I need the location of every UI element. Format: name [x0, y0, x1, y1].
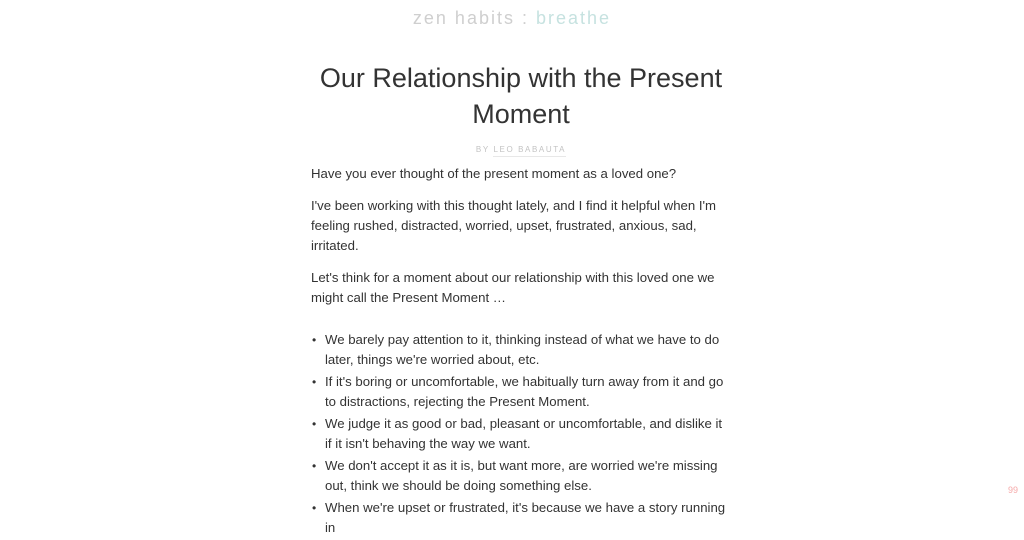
- author-link[interactable]: LEO BABAUTA: [493, 145, 566, 157]
- byline: [311, 145, 731, 154]
- list-item: [311, 414, 731, 454]
- list-item: [311, 498, 731, 538]
- article-title: Our Relationship with the Present Moment: [319, 63, 723, 129]
- site-header[interactable]: [0, 8, 1024, 29]
- site-name[interactable]: zen habits: [412, 8, 515, 28]
- list-item-text: We barely pay attention to it, thinking instead of what we have to do later, things we're worried about, etc.: [325, 332, 720, 367]
- article-body: [311, 164, 731, 538]
- site-tagline: breathe: [536, 8, 612, 28]
- paragraph: Have you ever thought of the present moment as a loved one?: [311, 166, 677, 181]
- list-item: [311, 456, 731, 496]
- bullet-icon: •: [312, 375, 317, 389]
- list-item: [311, 372, 731, 412]
- paragraph: I've been working with this thought lately, and I find it helpful when I'm feeling rushed, distracted, worried, upset, frustrated, anxious, sad, irritated.: [311, 198, 717, 253]
- corner-badge: 99: [1007, 485, 1018, 495]
- paragraph: Let's think for a moment about our relationship with this loved one we might call the Present Moment …: [311, 270, 715, 305]
- list-item: [311, 330, 731, 370]
- bullet-icon: •: [312, 501, 317, 515]
- list-item-text: When we're upset or frustrated, it's because we have a story running in: [325, 500, 726, 535]
- list-item-text: We don't accept it as it is, but want more, are worried we're missing out, think we should be doing something else.: [325, 458, 718, 493]
- bullet-list: [311, 330, 731, 538]
- byline-prefix: BY: [475, 145, 490, 154]
- list-item-text: We judge it as good or bad, pleasant or uncomfortable, and dislike it if it isn't behaving the way we want.: [325, 416, 723, 451]
- bullet-icon: •: [312, 333, 317, 347]
- article: [311, 60, 731, 540]
- bullet-icon: •: [312, 459, 317, 473]
- header-separator: :: [521, 8, 529, 28]
- list-item-text: If it's boring or uncomfortable, we habitually turn away from it and go to distractions, rejecting the Present Moment.: [325, 374, 724, 409]
- bullet-icon: •: [312, 417, 317, 431]
